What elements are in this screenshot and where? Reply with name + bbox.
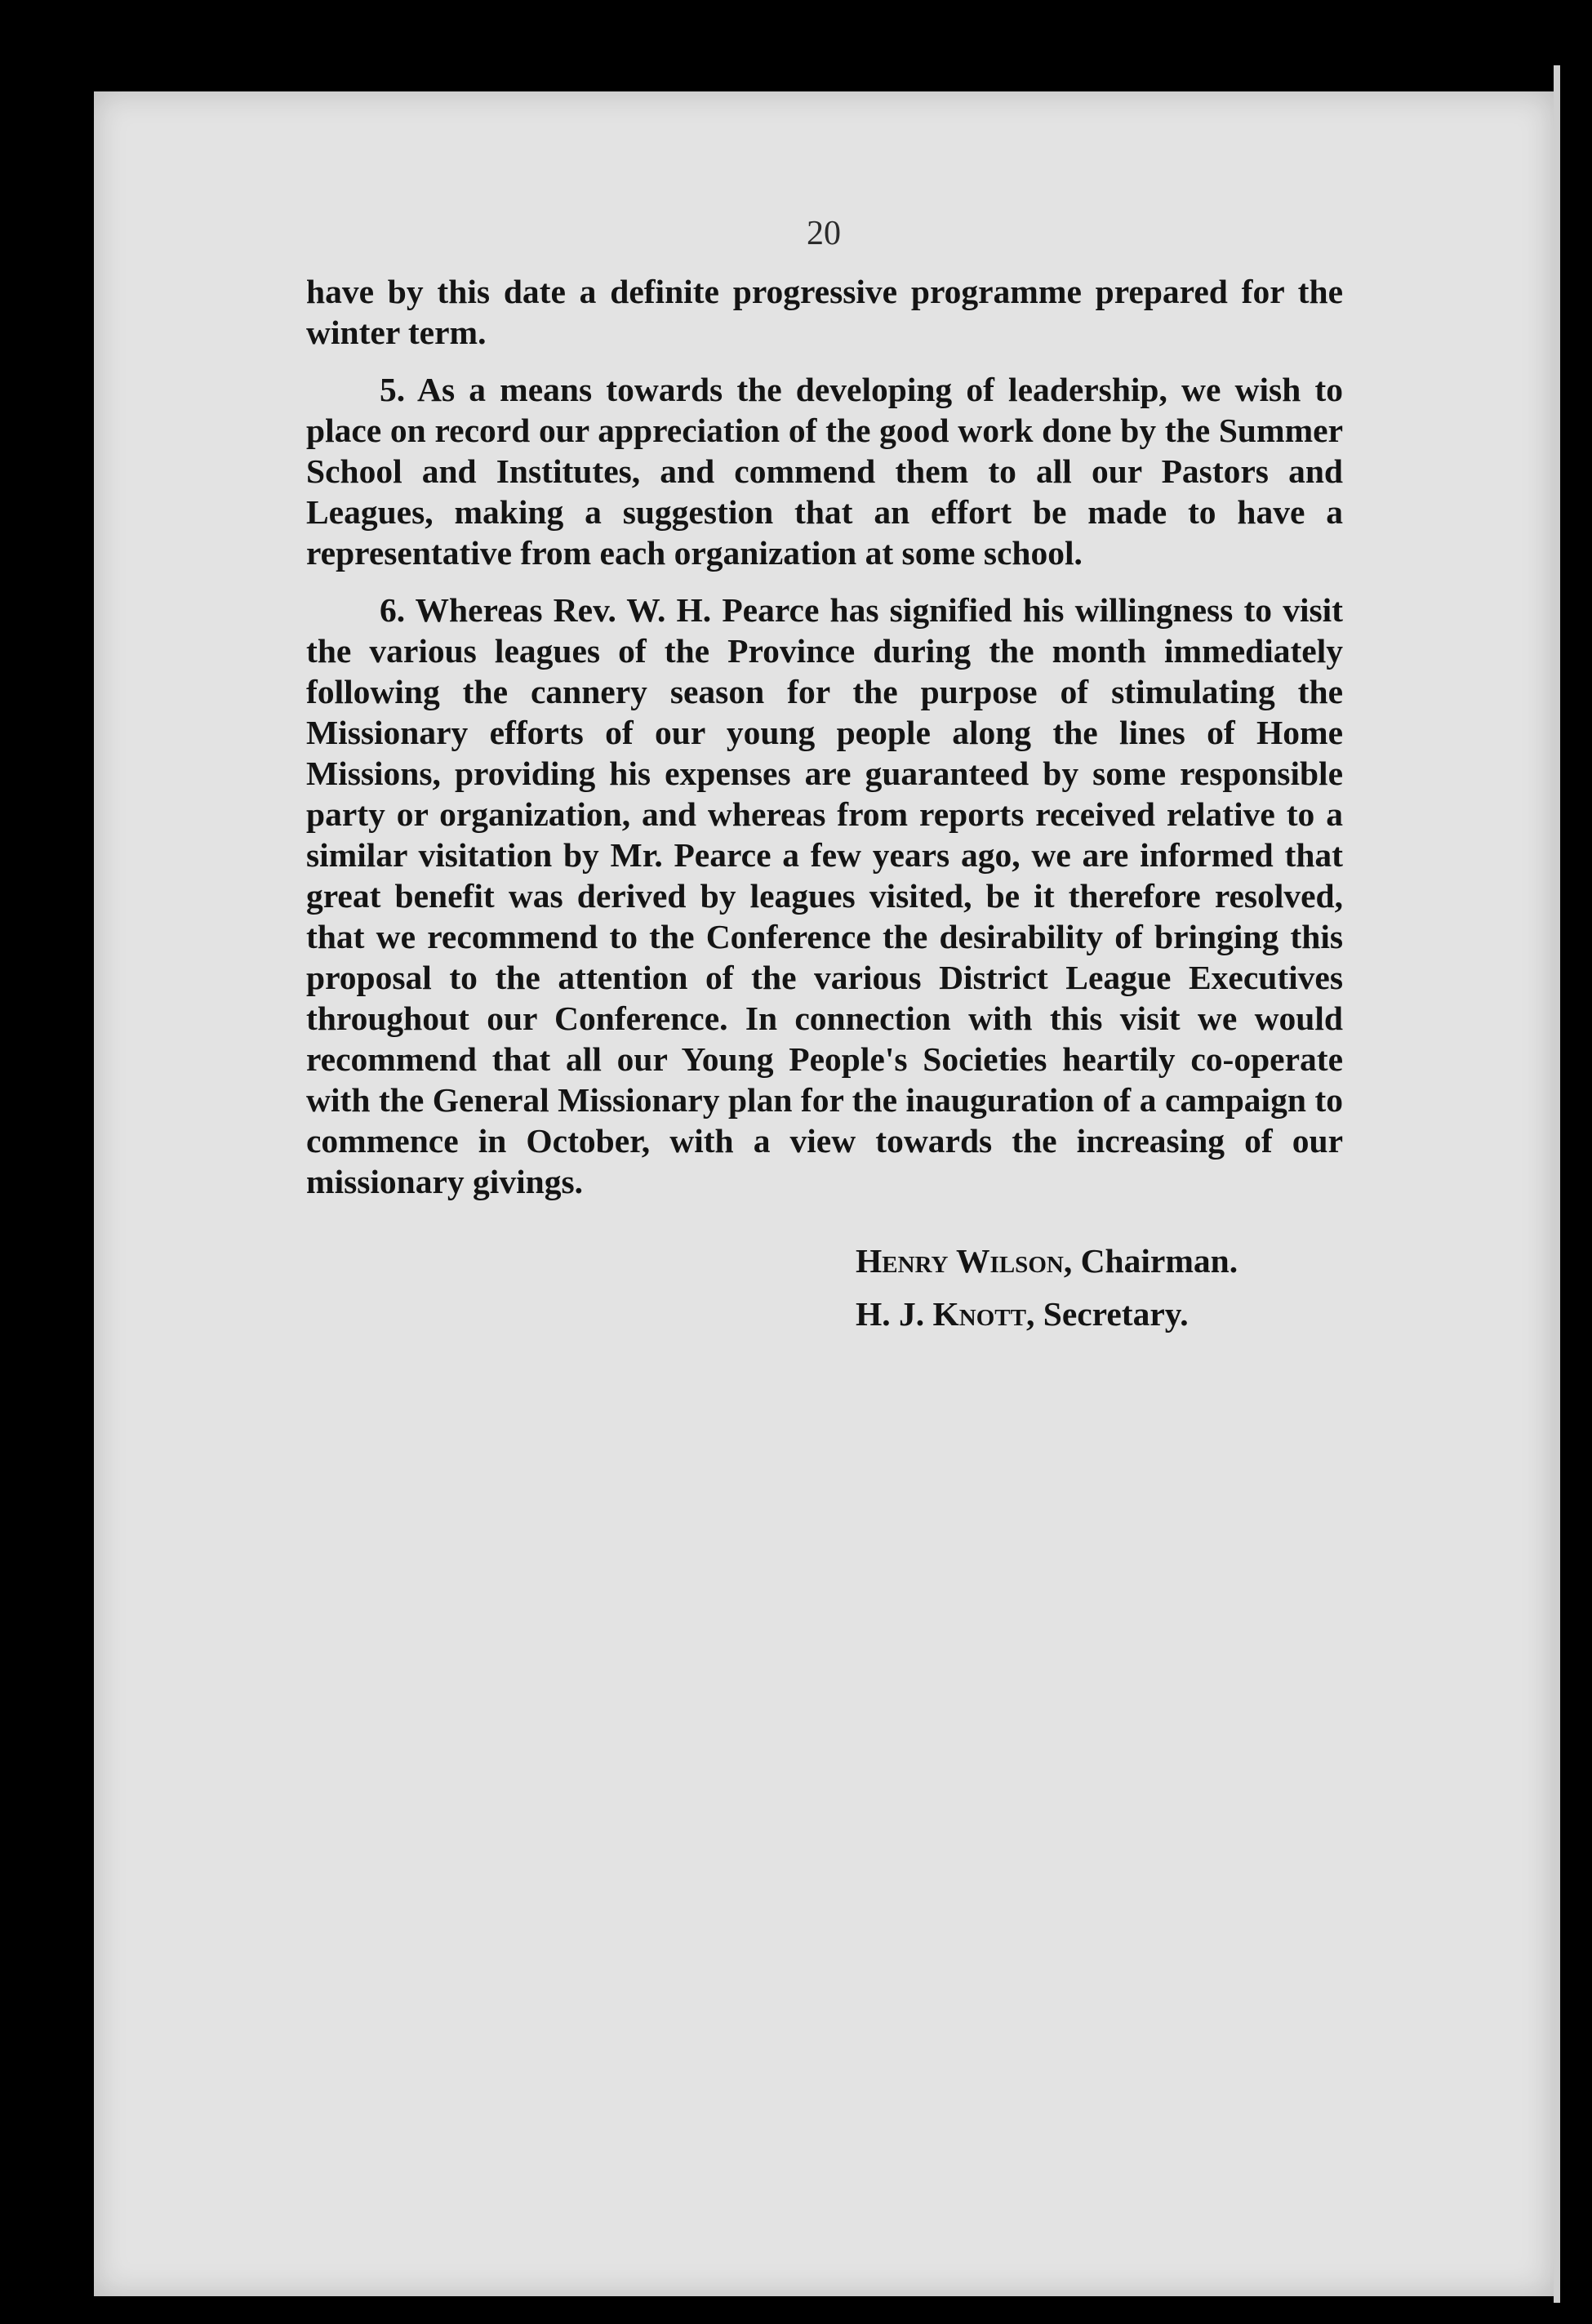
page-edge bbox=[1554, 65, 1560, 2303]
signature-chairman bbox=[856, 1235, 1238, 1288]
signature-name: H. J. Knott bbox=[856, 1295, 1026, 1333]
paragraph-continuation: have by this date a definite progressive programme prepared for the winter term. bbox=[306, 273, 1343, 351]
body-text bbox=[306, 271, 1343, 1202]
document-page bbox=[94, 91, 1554, 2296]
signature-title: , Chairman. bbox=[1063, 1242, 1238, 1280]
paragraph-item-6: 6. Whereas Rev. W. H. Pearce has signified his willingness to visit the various leagues of the Province during the month immediately following the cannery season for the purpose of stimulating the Missionary efforts of our young people along the lines of Home Missions, providing his expenses are guaranteed by some responsible party or organization, and whereas from reports received relative to a similar visitation by Mr. Pearce a few years ago, we are informed that great benefit was derived by leagues visited, be it therefore resolved, that we recommend to the Conference the desirability of bringing this proposal to the attention of the various District League Executives throughout our Conference. In connection with this visit we would recommend that all our Young People's Societies heartily co-operate with the General Missionary plan for the inauguration of a campaign to commence in October, with a view towards the increasing of our missionary givings. bbox=[306, 591, 1343, 1200]
paragraph-item-5: 5. As a means towards the developing of leadership, we wish to place on record our appreciation of the good work done by the Summer School and Institutes, and commend them to all our Pastors and Leagues, making a suggestion that an effort be made to have a representative from each organization at some school. bbox=[306, 371, 1343, 572]
signature-name: Henry Wilson bbox=[856, 1242, 1064, 1280]
signature-title: , Secretary. bbox=[1026, 1295, 1189, 1333]
signature-secretary bbox=[856, 1288, 1238, 1341]
page-number: 20 bbox=[807, 215, 841, 252]
signature-block bbox=[856, 1235, 1238, 1341]
